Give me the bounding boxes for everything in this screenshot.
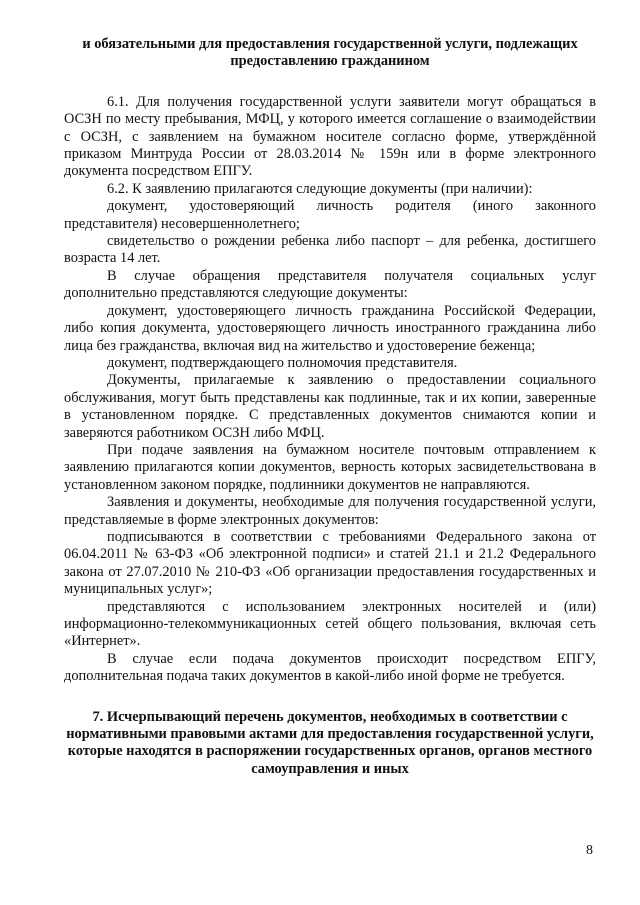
paragraph-electronic-documents: Заявления и документы, необходимые для получения государственной услуги, представляемые в форме электронных документов: xyxy=(64,494,596,528)
paragraph-postal-submission: При подаче заявления на бумажном носителе почтовым отправлением к заявлению прилагаются копии документов, верность которых засвидетельствована в установленном законом порядке, подлинники документов не направляются. xyxy=(64,441,596,493)
paragraph-attached-documents: Документы, прилагаемые к заявлению о предоставлении социального обслуживания, могут быть представлены как подлинные, так и их копии, заверенные в установленном порядке. С представленных документов снимаются копии и заверяются работником ОСЗН либо МФЦ. xyxy=(64,372,596,441)
paragraph-birth-certificate: свидетельство о рождении ребенка либо паспорт – для ребенка, достигшего возраста 14 лет. xyxy=(64,233,596,267)
paragraph-representative-case: В случае обращения представителя получателя социальных услуг дополнительно представляются следующие документы: xyxy=(64,267,596,302)
paragraph-6-2: 6.2. К заявлению прилагаются следующие документы (при наличии): xyxy=(107,180,533,197)
paragraph-electronic-media: представляются с использованием электронных носителей и (или) информационно-телекоммуникационных сетей общего пользования, включая сеть «Интернет». xyxy=(64,598,596,650)
paragraph-parent-id-document: документ, удостоверяющий личность родителя (иного законного представителя) несовершеннолетнего; xyxy=(64,198,596,232)
paragraph-citizen-id-document: документ, удостоверяющего личность гражданина Российской Федерации, либо копия документа, удостоверяющего личность иностранного гражданина либо лица без гражданства, включая вид на жительство и удостоверение беженца; xyxy=(64,302,596,354)
page-number: 8 xyxy=(586,843,593,858)
section-7-heading: 7. Исчерпывающий перечень документов, необходимых в соответствии с нормативными правовыми актами для предоставления государственной услуги, которые находятся в распоряжении государственных органов, органов местного самоуправления и иных xyxy=(66,708,594,777)
paragraph-epgu-submission: В случае если подача документов происходит посредством ЕПГУ, дополнительная подача таких документов в какой-либо иной форме не требуется. xyxy=(64,650,596,685)
paragraph-electronic-signature: подписываются в соответствии с требованиями Федерального закона от 06.04.2011 № 63-ФЗ «Об электронной подписи» и статей 21.1 и 21.2 Федерального закона от 27.07.2010 № 210-ФЗ «Об организации предоставления государственных и муниципальных услуг»; xyxy=(64,528,596,598)
page-heading: и обязательными для предоставления государственной услуги, подлежащих предоставлению гражданином xyxy=(82,36,578,70)
paragraph-6-1: 6.1. Для получения государственной услуги заявители могут обращаться в ОСЗН по месту пребывания, МФЦ, у которого имеется соглашение о взаимодействии с ОСЗН, с заявлением на бумажном носителе согласно форме, утверждённой приказом Минтруда России от 28.03.2014 № 159н или в форме электронного документа посредством ЕПГУ. xyxy=(64,93,596,180)
paragraph-authority-document: документ, подтверждающего полномочия представителя. xyxy=(107,354,458,371)
